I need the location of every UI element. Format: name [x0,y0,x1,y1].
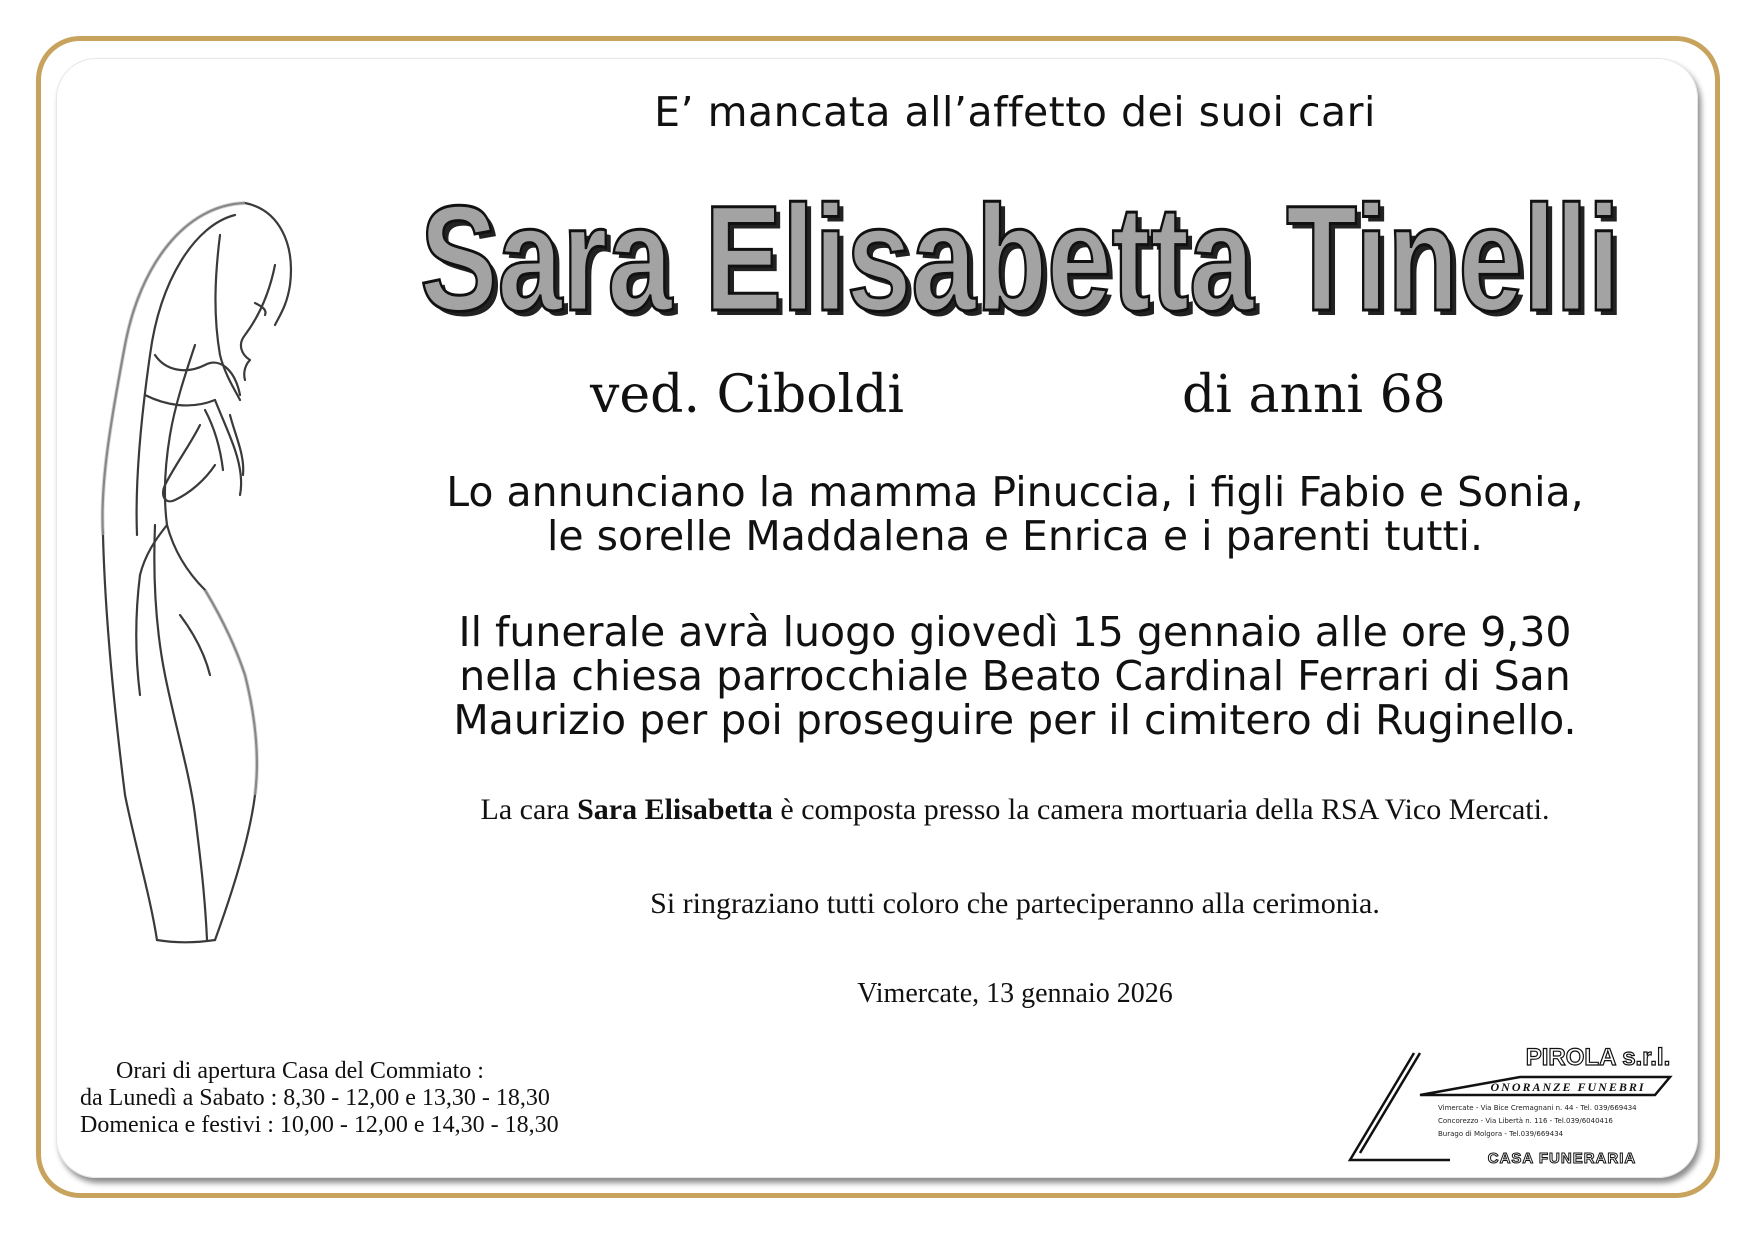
wake-location-text [390,793,1640,827]
widow-of-text: ved. Ciboldi [590,365,905,425]
opening-hours-title: Orari di apertura Casa del Commiato : [116,1058,484,1084]
funeral-paragraph [390,610,1640,742]
svg-text:Sara Elisabetta Tinelli: Sara Elisabetta Tinelli [420,174,1620,342]
wake-bold-name: Sara Elisabetta [577,793,773,826]
opening-hours-weekdays: da Lunedì a Sabato : 8,30 - 12,00 e 13,30 - 18,30 [80,1085,550,1111]
place-date-text: Vimercate, 13 gennaio 2026 [857,978,1173,1009]
funeral-line: Il funerale avrà luogo giovedì 15 gennaio alle ore 9,30 [458,608,1572,656]
logo-address: Burago di Molgora - Tel.039/669434 [1438,1130,1564,1138]
logo-footer: CASA FUNERARIA [1487,1150,1637,1167]
announcement-line: Lo annunciano la mamma Pinuccia, i figli Fabio e Sonia, [446,468,1584,516]
svg-text:Sara Elisabetta Tinelli: Sara Elisabetta Tinelli [425,179,1625,344]
thanks-text: Si ringraziano tutti coloro che parteciperanno alla cerimonia. [650,887,1380,920]
opening-hours-holidays: Domenica e festivi : 10,00 - 12,00 e 14,30 - 18,30 [80,1112,559,1138]
funeral-line: nella chiesa parrocchiale Beato Cardinal Ferrari di San [459,652,1571,700]
intro-text: E’ mancata all’affetto dei suoi cari [654,88,1376,136]
opening-hours [80,1058,559,1139]
logo-company: PIROLA s.r.l. [1525,1045,1671,1071]
logo-address: Concorezzo - Via Libertà n. 116 - Tel.039/6040416 [1438,1117,1613,1125]
funeral-line: Maurizio per poi proseguire per il cimitero di Ruginello. [453,696,1577,744]
logo-address: Vimercate - Via Bice Cremagnani n. 44 - Tel. 039/669434 [1438,1104,1637,1112]
pirola-logo [1340,1045,1680,1170]
announcement-paragraph [390,470,1640,558]
logo-tagline: ONORANZE FUNEBRI [1490,1080,1646,1094]
age-text: di anni 68 [1182,365,1446,425]
wake-suffix: è composta presso la camera mortuaria della RSA Vico Mercati. [772,793,1550,826]
praying-madonna-illustration [95,195,330,955]
deceased-name [410,158,1630,344]
announcement-line: le sorelle Maddalena e Enrica e i parenti tutti. [547,512,1483,560]
logo-mark-line [1360,1053,1420,1153]
wake-prefix: La cara [480,793,578,826]
